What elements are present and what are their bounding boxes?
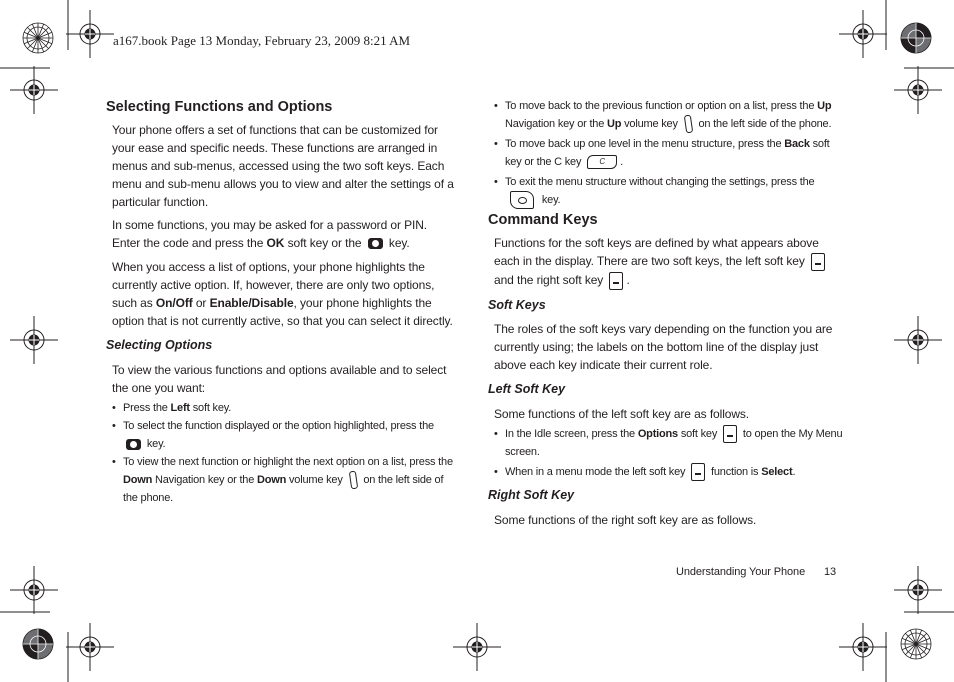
page-footer — [676, 566, 856, 578]
right-column — [488, 97, 843, 529]
list-item: • In the Idle screen, press the Options soft key to open the My Menu screen. — [494, 425, 843, 461]
list-item: • When in a menu mode the left soft key function is Select. — [494, 463, 843, 481]
section-heading: Command Keys — [488, 212, 598, 229]
bullet-list — [488, 425, 843, 481]
list-item: • To view the next function or highlight the next option on a list, press the Down Navigation key or the Down volume key on the left side of the phone. — [112, 456, 453, 505]
paragraph: The roles of the soft keys vary depending on the function you are currently using; the labels on the bottom line of the display just above each key indicate their current role. — [494, 321, 833, 372]
c-key-icon: C — [587, 155, 617, 169]
ok-key-icon — [126, 439, 141, 450]
left-soft-key-icon — [723, 425, 737, 443]
list-item: • To exit the menu structure without changing the settings, press the key. — [494, 173, 843, 209]
subheading: Soft Keys — [488, 297, 546, 312]
list-item: • To select the function displayed or the option highlighted, press the key. — [112, 420, 434, 450]
footer-section-title: Understanding Your Phone — [676, 566, 806, 578]
subheading: Right Soft Key — [488, 488, 575, 503]
volume-key-icon — [348, 471, 357, 490]
subheading: Selecting Options — [106, 338, 213, 352]
paragraph: Your phone offers a set of functions that can be customized for your ease and specific needs. These functions are arranged in menus and sub-menus, accessed using the two soft keys. Each menu and sub-menu allows you to view and alter the settings of a particular function. — [112, 123, 454, 209]
bullet-list — [106, 399, 456, 507]
list-item: • To move back up one level in the menu structure, press the Back soft key or the C key C . — [494, 138, 830, 169]
end-key-icon — [510, 191, 534, 209]
paragraph: Some functions of the right soft key are as follows. — [494, 513, 757, 528]
paragraph: Functions for the soft keys are defined by what appears above each in the display. There are two soft keys, the left soft key and the right soft key . — [488, 234, 843, 290]
right-soft-key-icon — [609, 272, 623, 290]
paragraph: In some functions, you may be asked for a password or PIN. Enter the code and press the OK soft key or the key. — [112, 218, 428, 250]
list-item: • To move back to the previous function or option on a list, press the Up Navigation key or the Up volume key on the left side of the phone. — [494, 97, 843, 133]
ok-key-icon — [368, 238, 383, 249]
section-heading: Selecting Functions and Options — [106, 99, 333, 115]
left-soft-key-icon — [691, 463, 705, 481]
volume-key-icon — [683, 115, 692, 134]
subheading: Left Soft Key — [488, 381, 566, 396]
list-item: • Press the Left soft key. — [112, 402, 232, 414]
left-soft-key-icon — [811, 253, 825, 271]
left-column — [106, 97, 456, 507]
page-number: 13 — [824, 566, 837, 578]
bullet-list — [488, 97, 843, 209]
paragraph: When you access a list of options, your phone highlights the currently active option. If, however, there are only two options, such as On/Off or Enable/Disable, your phone highlights the option that is not currently active, so that you can select it directly. — [112, 260, 453, 328]
paragraph: Some functions of the left soft key are as follows. — [494, 406, 750, 421]
paragraph: To view the various functions and options available and to select the one you want: — [112, 363, 447, 395]
slug-line: a167.book Page 13 Monday, February 23, 2009 8:21 AM — [113, 33, 411, 48]
